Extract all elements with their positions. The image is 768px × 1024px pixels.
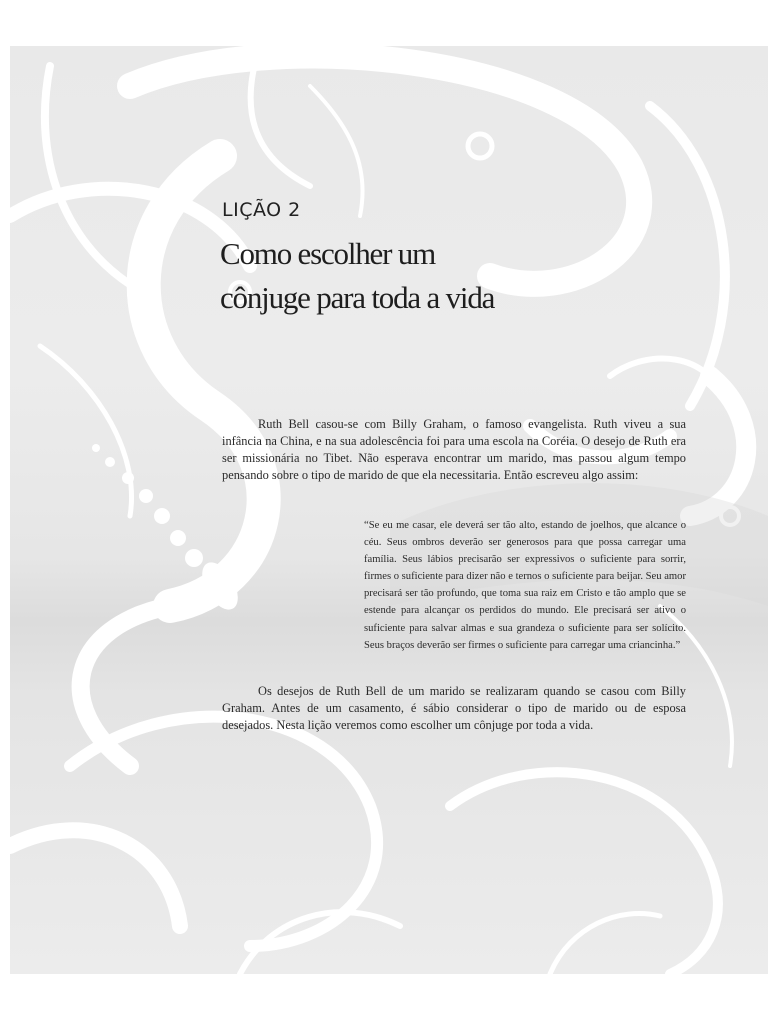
lesson-label: LIÇÃO 2 <box>222 199 301 221</box>
ruth-bell-quote: “Se eu me casar, ele deverá ser tão alto, estando de joelhos, que alcance o céu. Seus ombros deverão ser generosos para que possa carregar uma família. Seus lábios precisarão ser expressivos o suficiente para sorrir, firmes o suficiente para dizer não e ternos o suficiente para beijar. Seu amor precisará ser tão profundo, que toma sua raiz em Cristo e tão amplo que se estende para alcançar os perdidos do mundo. Ele precisará ser ativo o suficiente para salvar almas e sua grandeza o suficiente para ser solícito. Seus braços deverão ser firmes o suficiente para carregar uma criancinha.” <box>364 520 686 651</box>
lesson-title-line-2: cônjuge para toda a vida <box>220 280 495 315</box>
closing-paragraph: Os desejos de Ruth Bell de um marido se realizaram quando se casou com Billy Graham. Antes de um casamento, é sábio considerar o tipo de marido ou de esposa desejados. Nesta lição veremos como escolher um cônjuge por toda a vida. <box>222 684 686 732</box>
calligraphic-ornament <box>10 46 768 974</box>
lesson-title <box>220 232 620 320</box>
lesson-title-line-1: Como escolher um <box>220 236 435 271</box>
decorative-background <box>10 46 768 974</box>
intro-paragraph: Ruth Bell casou-se com Billy Graham, o famoso evangelista. Ruth viveu a sua infância na China, e na sua adolescência foi para uma escola na Coréia. O desejo de Ruth era ser missionária no Tibet. Não esperava encontrar um marido, mas passou algum tempo pensando sobre o tipo de marido de que ela necessitaria. Então escreveu algo assim: <box>222 417 686 482</box>
